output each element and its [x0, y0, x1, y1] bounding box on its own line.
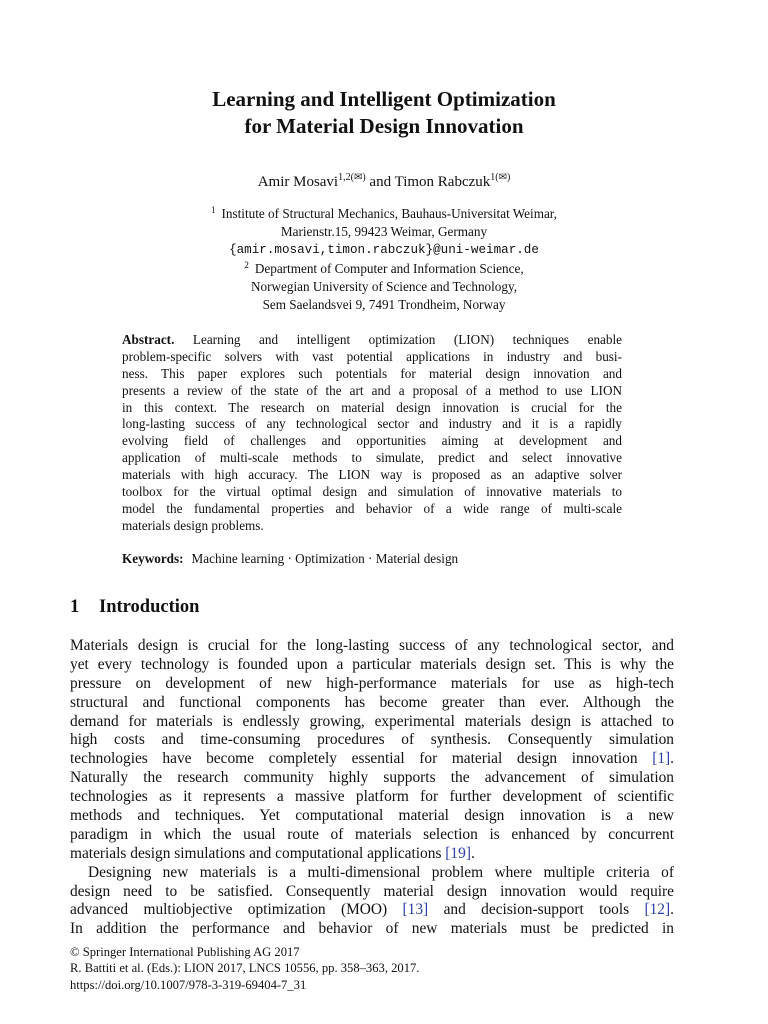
author-conjunction: and [369, 174, 392, 190]
title-line: for Material Design Innovation [244, 114, 524, 138]
body-line [70, 750, 674, 769]
author-name: Timon Rabczuk [394, 174, 491, 190]
abstract-line: presents a review of the state of the art and a proposal of a method to use LION [122, 382, 622, 398]
body-text-run: and decision-support tools [428, 901, 645, 919]
citation-link[interactable]: [19] [445, 844, 471, 862]
abstract [122, 332, 622, 535]
body-line: design need to be satisfied. Consequently material design innovation would require [70, 882, 674, 900]
citation-link[interactable]: [13] [402, 901, 429, 919]
body-line: Materials design is crucial for the long-lasting success of any technological sector, and [70, 637, 674, 654]
body-text-run: materials design simulations and computational applications [70, 844, 446, 862]
section-number: 1 [70, 597, 80, 617]
affiliation-line: Institute of Structural Mechanics, Bauhaus-Universitat Weimar, [221, 206, 557, 221]
abstract-line [122, 332, 622, 349]
body-text [70, 637, 674, 939]
body-line: technologies as it represents a massive platform for further development of scientific [70, 788, 674, 806]
body-text-run: . [470, 844, 475, 862]
abstract-line: materials design problems. [122, 517, 264, 533]
author-affiliation-mark: 1(✉) [490, 172, 511, 183]
body-line: In addition the performance and behavior of new materials must be predicted in [70, 920, 674, 938]
affiliation-number: 2 [244, 259, 249, 270]
body-line [70, 845, 674, 864]
affiliation-1 [0, 205, 768, 223]
body-text-run: . [670, 750, 674, 768]
body-line: Naturally the research community highly supports the advancement of simulation [70, 769, 674, 787]
abstract-line: problem-specific solvers with vast potential applications in industry and busi- [122, 348, 622, 364]
body-text-run: advanced multiobjective optimization (MOO) [70, 901, 403, 919]
author-affiliation-mark: 1,2(✉) [338, 172, 366, 183]
affiliation-line: Norwegian University of Science and Technology, [250, 278, 518, 294]
affiliation-line: Marienstr.15, 99423 Weimar, Germany [280, 224, 488, 240]
abstract-line: application of multi-scale methods to simulate, predict and select innovative [122, 450, 622, 466]
affiliation-2 [0, 260, 768, 278]
abstract-label: Abstract. [122, 332, 175, 347]
abstract-line: toolbox for the virtual optimal design and simulation of innovative materials to [122, 484, 622, 500]
affiliations [0, 205, 768, 314]
abstract-line: ness. This paper explores such potentials for material design innovation and [122, 365, 622, 381]
page-footer [70, 944, 419, 993]
copyright-notice: © Springer International Publishing AG 2017 [70, 945, 300, 959]
author-email[interactable]: {amir.mosavi,timon.rabczuk}@uni-weimar.de [229, 243, 539, 258]
title-line: Learning and Intelligent Optimization [212, 87, 556, 111]
abstract-line: in this context. The research on material design innovation is crucial for the [122, 399, 622, 415]
body-line: high costs and time-consuming procedures of synthesis. Consequently simulation [70, 731, 674, 749]
body-line: methods and techniques. Yet computational material design innovation is a new [70, 807, 674, 825]
publication-citation: R. Battiti et al. (Eds.): LION 2017, LNCS 10556, pp. 358–363, 2017. [70, 961, 420, 976]
abstract-line: materials with high accuracy. The LION way is proposed as an adaptive solver [122, 467, 622, 483]
body-line: pressure on development of new high-performance materials for use as high-tech [70, 674, 674, 692]
author-list [0, 172, 768, 192]
body-line: yet every technology is founded upon a particular materials design set. This is why the [70, 655, 674, 673]
abstract-line: evolving field of challenges and opportunities aiming at development and [122, 433, 622, 449]
body-text-run: technologies have become completely essential for material design innovation [70, 750, 653, 768]
keywords-list: Machine learning · Optimization · Material design [191, 551, 459, 566]
citation-link[interactable]: [1] [652, 750, 671, 768]
citation-link[interactable]: [12] [644, 901, 671, 919]
keywords [122, 550, 458, 568]
body-line [70, 901, 674, 920]
keywords-label: Keywords: [122, 551, 184, 566]
abstract-text: Learning and intelligent optimization (LION) techniques enable [192, 332, 623, 347]
paper-title [0, 86, 768, 140]
doi-link[interactable]: https://doi.org/10.1007/978-3-319-69404-7_31 [70, 977, 307, 992]
body-line: Designing new materials is a multi-dimensional problem where multiple criteria of [88, 863, 674, 881]
affiliation-line: Sem Saelandsvei 9, 7491 Trondheim, Norway [262, 297, 506, 313]
affiliation-number: 1 [211, 205, 216, 215]
body-line: paradigm in which the usual route of materials selection is enhanced by concurrent [70, 825, 674, 843]
body-text-run: . [670, 901, 674, 919]
section-title: Introduction [99, 597, 200, 617]
abstract-line: model the fundamental properties and behavior of a wide range of multi-scale [122, 500, 622, 516]
affiliation-line: Department of Computer and Information Science, [254, 260, 524, 276]
abstract-line: long-lasting success of any technological sector and industry and it is a rapidly [122, 416, 622, 432]
body-line: demand for materials is endlessly growing, experimental materials design is attached to [70, 712, 674, 730]
body-line: structural and functional components has become greater than ever. Although the [70, 693, 674, 711]
section-heading [70, 597, 199, 618]
author-name: Amir Mosavi [257, 174, 339, 190]
